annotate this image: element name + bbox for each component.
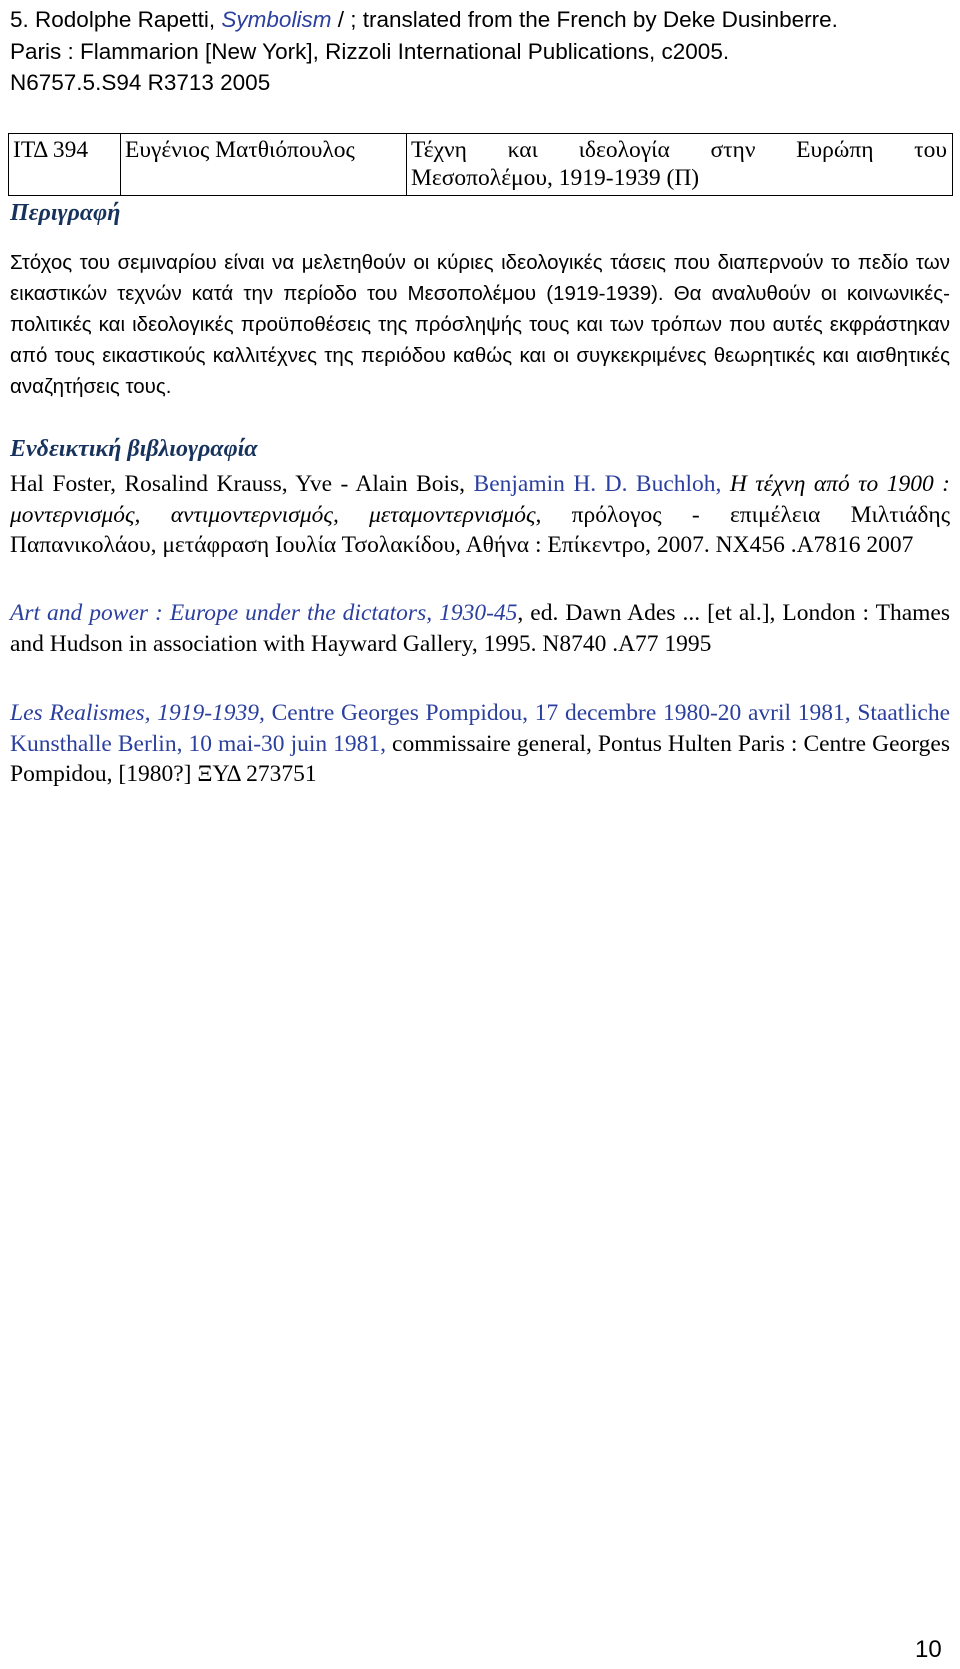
bibliography-entry-2: Art and power : Europe under the dictators, 1930-45, ed. Dawn Ades ... [et al.], London : Thames and Hudson in association with Hayward Gallery, 1995. N8740 .A77 1995	[10, 600, 950, 657]
reference-entry-5	[10, 4, 950, 99]
description-heading: Περιγραφή	[10, 200, 121, 226]
reference-call-number: N6757.5.S94 R3713 2005	[10, 70, 271, 95]
course-instructor: Ευγένιος Ματθιόπουλος	[121, 134, 407, 196]
reference-line-1: 5. Rodolphe Rapetti, Symbolism / ; translated from the French by Deke Dusinberre.	[10, 7, 838, 32]
course-code: ΙΤΔ 394	[9, 134, 121, 196]
course-title: Τέχνη και ιδεολογία στην Ευρώπη του Μεσοπολέμου, 1919-1939 (Π)	[407, 134, 953, 196]
reference-line-2: Paris : Flammarion [New York], Rizzoli International Publications, c2005.	[10, 38, 730, 64]
entry-3-title: Les Realismes, 1919-1939,	[10, 700, 265, 726]
entry-2-title: Art and power : Europe under the dictators, 1930-45	[10, 600, 518, 626]
entry-1-title: Η τέχνη από το 1900 : μοντερνισμός, αντιμοντερνισμός, μεταμοντερνισμός	[10, 471, 951, 528]
course-info-table	[8, 133, 953, 196]
description-text: Στόχος του σεμιναρίου είναι να μελετηθούν οι κύριες ιδεολογικές τάσεις που διαπερνούν το πεδίο των εικαστικών τεχνών κατά την περίοδο του Μεσοπολέμου (1919-1939). Θα αναλυθούν οι κοινωνικές-πολιτικές και ιδεολογικές προϋποθέσεις της πρόσληψής τους και των τρόπων που αυτές εκφράστηκαν από τους εικαστικούς καλλιτέχνες της περιόδου καθώς και οι συγκεκριμένες θεωρητικές και αισθητικές αναζητήσεις τους.	[10, 251, 950, 398]
bibliography-entry-1: Hal Foster, Rosalind Krauss, Yve - Alain Bois, Benjamin H. D. Buchloh, Η τέχνη από το 1900 : μοντερνισμός, αντιμοντερνισμός, μεταμοντερνισμός, πρόλογος - επιμέλεια Μιλτιάδης Παπανικολάου, μετάφραση Ιουλία Τσολακίδου, Αθήνα : Επίκεντρο, 2007. ΝΧ456 .Α7816 2007	[10, 471, 951, 558]
bibliography-entry-3: Les Realismes, 1919-1939, Centre Georges Pompidou, 17 decembre 1980-20 avril 1981, Staatliche Kunsthalle Berlin, 10 mai-30 juin 1981, commissaire general, Pontus Hulten Paris : Centre Georges Pompidou, [1980?] ΞΥΔ 273751	[10, 700, 950, 787]
reference-title-link[interactable]: Symbolism	[221, 7, 332, 32]
page-number: 10	[915, 1636, 942, 1663]
table-row	[9, 134, 953, 196]
bibliography-heading: Ενδεικτική βιβλιογραφία	[10, 436, 258, 462]
